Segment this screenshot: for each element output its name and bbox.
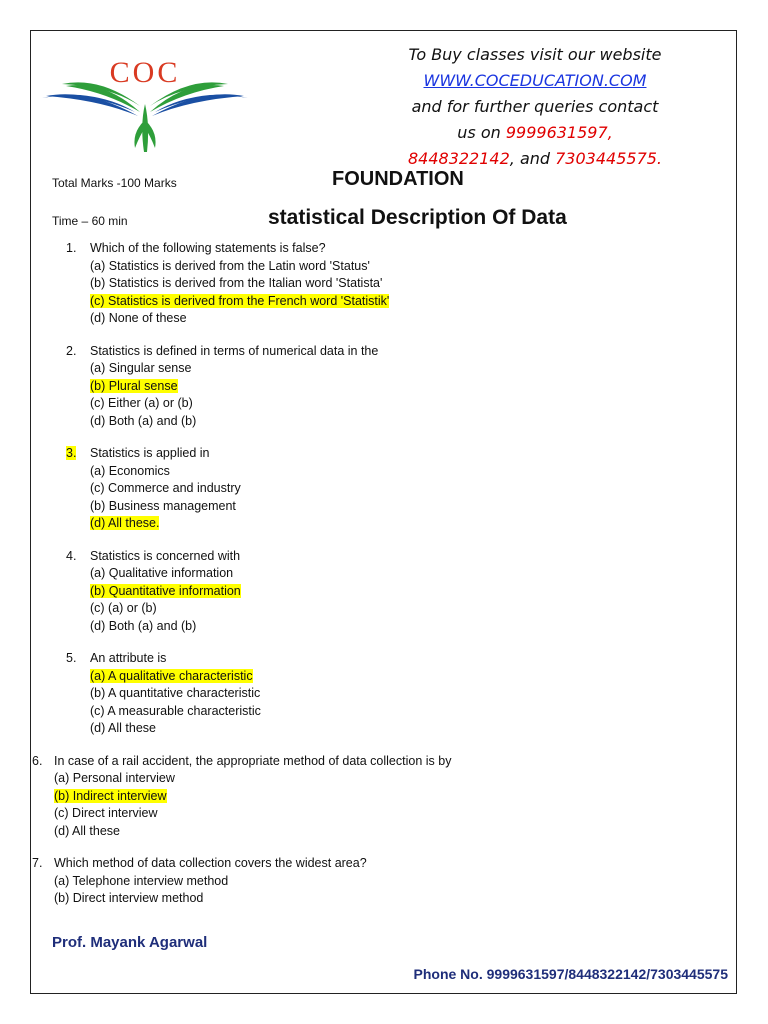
question-text: An attribute is bbox=[90, 651, 167, 665]
question-6 bbox=[32, 753, 710, 841]
page-title: statistical Description Of Data bbox=[268, 206, 567, 229]
contact-phone-3: 7303445575. bbox=[555, 149, 663, 168]
question-1 bbox=[50, 240, 710, 328]
option: (a) Economics bbox=[90, 463, 170, 478]
option: (c) A measurable characteristic bbox=[90, 703, 261, 718]
option: (a) Statistics is derived from the Latin word 'Status' bbox=[90, 258, 370, 273]
time-limit: Time – 60 min bbox=[52, 214, 128, 228]
option: (a) Qualitative information bbox=[90, 566, 234, 580]
level-heading: FOUNDATION bbox=[332, 168, 464, 190]
option: (b) Business management bbox=[90, 498, 236, 513]
question-number: 7. bbox=[32, 856, 43, 870]
question-list bbox=[32, 240, 710, 923]
question-text: Which of the following statements is false? bbox=[90, 241, 326, 255]
answer-highlight: (d) All these. bbox=[90, 516, 160, 530]
contact-phone-1: 9999631597, bbox=[505, 123, 613, 142]
option: (b) Statistics is derived from the Italian word 'Statista' bbox=[90, 276, 383, 290]
question-number: 4. bbox=[66, 548, 77, 563]
answer-highlight: (b) Quantitative information bbox=[90, 583, 241, 598]
option: (a) Telephone interview method bbox=[54, 873, 229, 888]
contact-line-1: To Buy classes visit our website bbox=[408, 45, 662, 64]
contact-block bbox=[390, 42, 680, 172]
author-name: Prof. Mayank Agarwal bbox=[52, 934, 208, 951]
option: (c) Either (a) or (b) bbox=[90, 396, 193, 410]
coc-logo bbox=[40, 40, 250, 160]
contact-line-4-prefix: us on bbox=[457, 123, 506, 142]
question-4 bbox=[50, 548, 710, 636]
website-link[interactable]: WWW.COCEDUCATION.COM bbox=[423, 71, 647, 90]
option: (d) All these bbox=[90, 721, 157, 735]
option-answer bbox=[50, 583, 710, 601]
question-text: Statistics is concerned with bbox=[90, 548, 241, 563]
question-number bbox=[50, 445, 90, 463]
answer-highlight: (b) Plural sense bbox=[90, 378, 178, 393]
contact-phone-2: 8448322142 bbox=[407, 149, 510, 168]
question-text: In case of a rail accident, the appropriate method of data collection is by bbox=[54, 753, 452, 768]
contact-and-text: , and bbox=[509, 149, 556, 168]
question-5 bbox=[50, 650, 710, 738]
question-number: 5. bbox=[66, 651, 77, 665]
option: (d) Both (a) and (b) bbox=[90, 618, 197, 633]
total-marks: Total Marks -100 Marks bbox=[52, 176, 177, 190]
option: (d) None of these bbox=[90, 311, 187, 325]
answer-highlight: (b) Indirect interview bbox=[54, 788, 167, 803]
question-number: 2. bbox=[66, 343, 77, 358]
option: (b) Direct interview method bbox=[54, 891, 204, 905]
question-number: 1. bbox=[66, 241, 77, 255]
option: (a) Personal interview bbox=[54, 771, 175, 785]
option: (c) (a) or (b) bbox=[90, 601, 157, 615]
option-answer bbox=[50, 668, 710, 686]
question-text: Which method of data collection covers the widest area? bbox=[54, 856, 367, 870]
question-text: Statistics is defined in terms of numerical data in the bbox=[90, 343, 379, 358]
option-answer bbox=[50, 515, 710, 533]
question-3 bbox=[50, 445, 710, 533]
option-answer bbox=[50, 378, 710, 396]
logo-text: COC bbox=[109, 56, 181, 89]
option: (b) A quantitative characteristic bbox=[90, 686, 261, 700]
option-answer bbox=[32, 788, 710, 806]
answer-highlight: (a) A qualitative characteristic bbox=[90, 668, 253, 683]
option-answer bbox=[50, 293, 710, 311]
option: (c) Commerce and industry bbox=[90, 481, 241, 495]
option: (d) All these bbox=[54, 823, 121, 838]
question-2 bbox=[50, 343, 710, 431]
footer-phone: Phone No. 9999631597/8448322142/7303445575 bbox=[413, 966, 728, 982]
question-number: 6. bbox=[32, 753, 43, 768]
question-text: Statistics is applied in bbox=[90, 446, 210, 460]
answer-highlight: (c) Statistics is derived from the French word 'Statistik' bbox=[90, 293, 390, 308]
contact-line-3: and for further queries contact bbox=[411, 97, 659, 116]
question-7 bbox=[32, 855, 710, 908]
option: (c) Direct interview bbox=[54, 806, 158, 820]
number-highlight: 3. bbox=[66, 446, 77, 460]
option: (d) Both (a) and (b) bbox=[90, 413, 197, 428]
option: (a) Singular sense bbox=[90, 361, 192, 375]
